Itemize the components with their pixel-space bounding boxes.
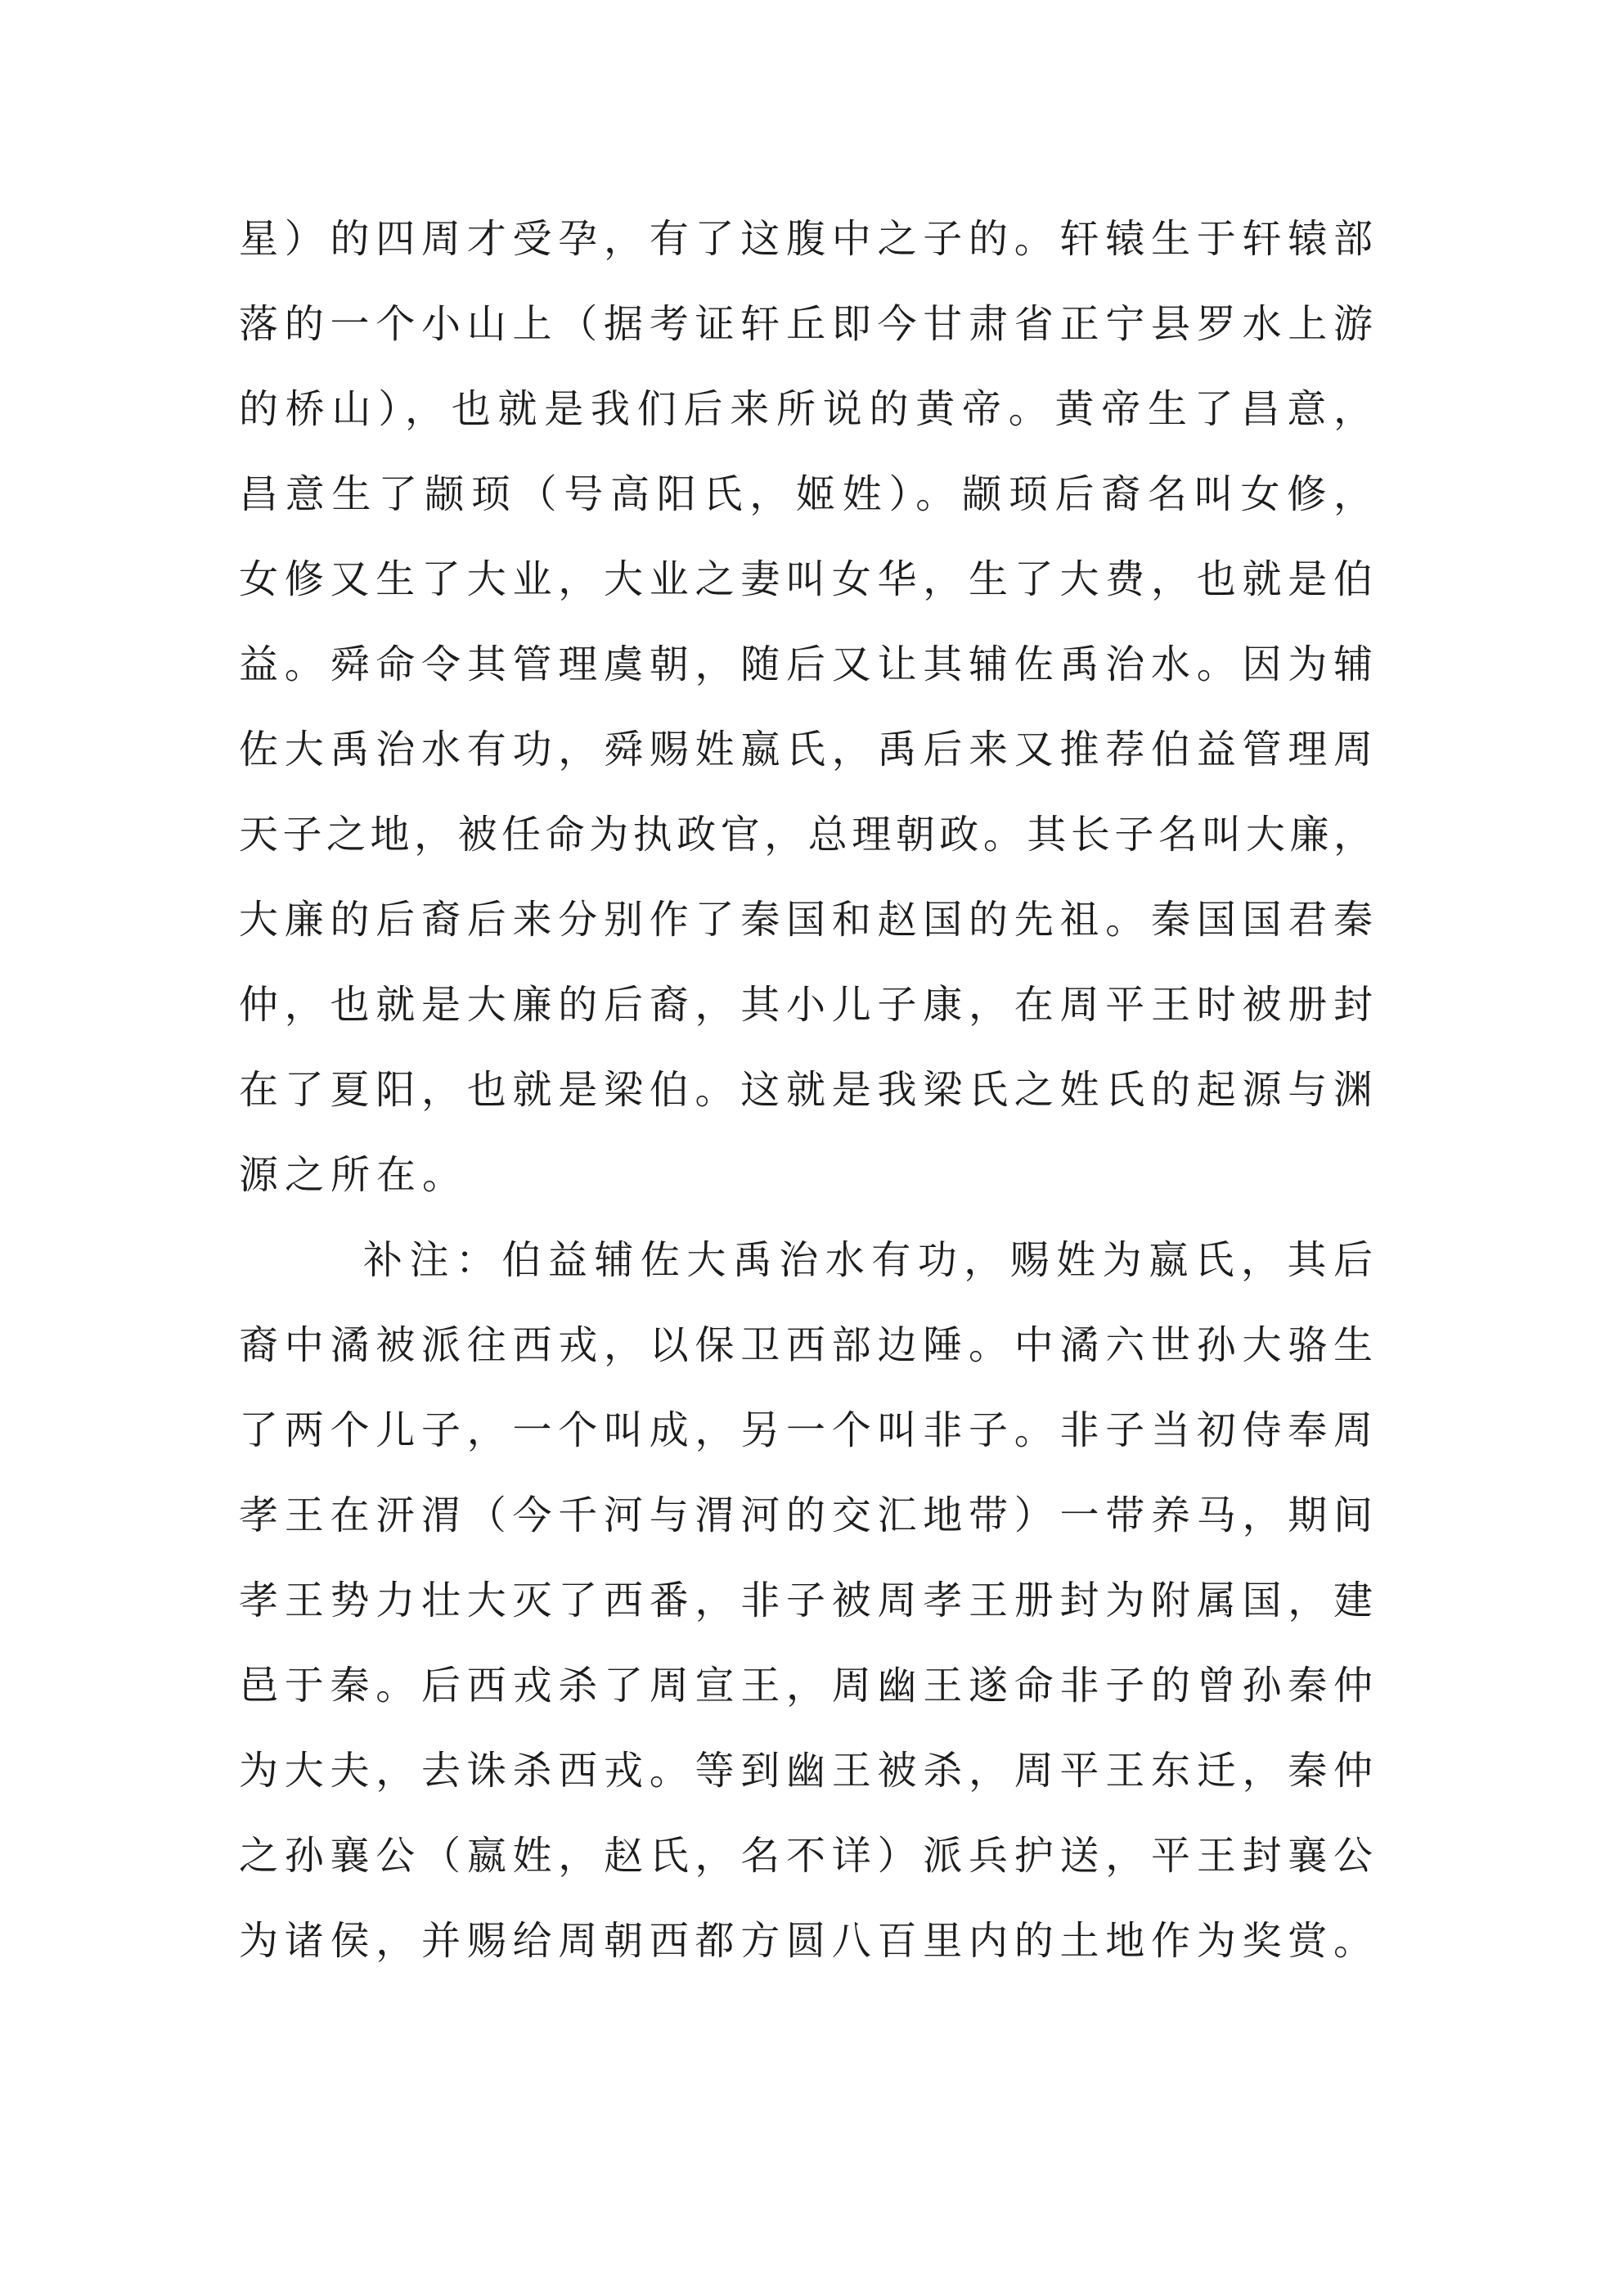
text-line: 天子之地，被任命为执政官，总理朝政。其长子名叫大廉，	[239, 813, 1373, 857]
text-line: 昌意生了颛顼（号高阳氏，姬姓）。颛顼后裔名叫女修，	[239, 473, 1373, 516]
paragraph-annotation	[239, 1218, 1373, 1984]
text-line: 邑于秦。后西戎杀了周宣王，周幽王遂命非子的曾孙秦仲	[239, 1664, 1373, 1708]
paragraph-genealogy	[239, 197, 1373, 1218]
document-text-block	[239, 197, 1373, 1984]
text-line: 佐大禹治水有功，舜赐姓嬴氏，禹后来又推荐伯益管理周	[239, 728, 1373, 772]
text-line: 源之所在。	[239, 1154, 469, 1197]
text-line: 星）的四周才受孕，有了这腹中之子的。轩辕生于轩辕部	[239, 218, 1373, 261]
text-line: 为诸侯，并赐给周朝西都方圆八百里内的土地作为奖赏。	[239, 1920, 1373, 1963]
text-line: 了两个儿子，一个叫成，另一个叫非子。非子当初侍奉周	[239, 1409, 1373, 1452]
text-line: 大廉的后裔后来分别作了秦国和赵国的先祖。秦国国君秦	[239, 898, 1373, 942]
text-line: 益。舜命令其管理虞朝，随后又让其辅佐禹治水。因为辅	[239, 643, 1373, 687]
text-line: 仲，也就是大廉的后裔，其小儿子康，在周平王时被册封	[239, 984, 1373, 1027]
text-line: 在了夏阳，也就是梁伯。这就是我梁氏之姓氏的起源与渊	[239, 1069, 1373, 1112]
text-line: 孝王势力壮大灭了西番，非子被周孝王册封为附属国，建	[239, 1579, 1373, 1623]
text-line: 裔中潏被派往西戎，以保卫西部边陲。中潏六世孙大骆生	[239, 1324, 1373, 1367]
text-line: 落的一个小山上（据考证轩丘即今甘肃省正宁县罗水上游	[239, 303, 1373, 346]
text-line: 女修又生了大业，大业之妻叫女华，生了大费，也就是伯	[239, 558, 1373, 601]
text-line: 孝王在汧渭（今千河与渭河的交汇地带）一带养马，期间	[239, 1494, 1373, 1537]
text-line: 之孙襄公（嬴姓，赵氏，名不详）派兵护送，平王封襄公	[239, 1835, 1373, 1878]
text-line: 为大夫，去诛杀西戎。等到幽王被杀，周平王东迁，秦仲	[239, 1749, 1373, 1793]
text-line: 的桥山），也就是我们后来所说的黄帝。黄帝生了昌意，	[239, 388, 1373, 431]
text-line: 补注：伯益辅佐大禹治水有功，赐姓为嬴氏，其后	[363, 1239, 1373, 1282]
